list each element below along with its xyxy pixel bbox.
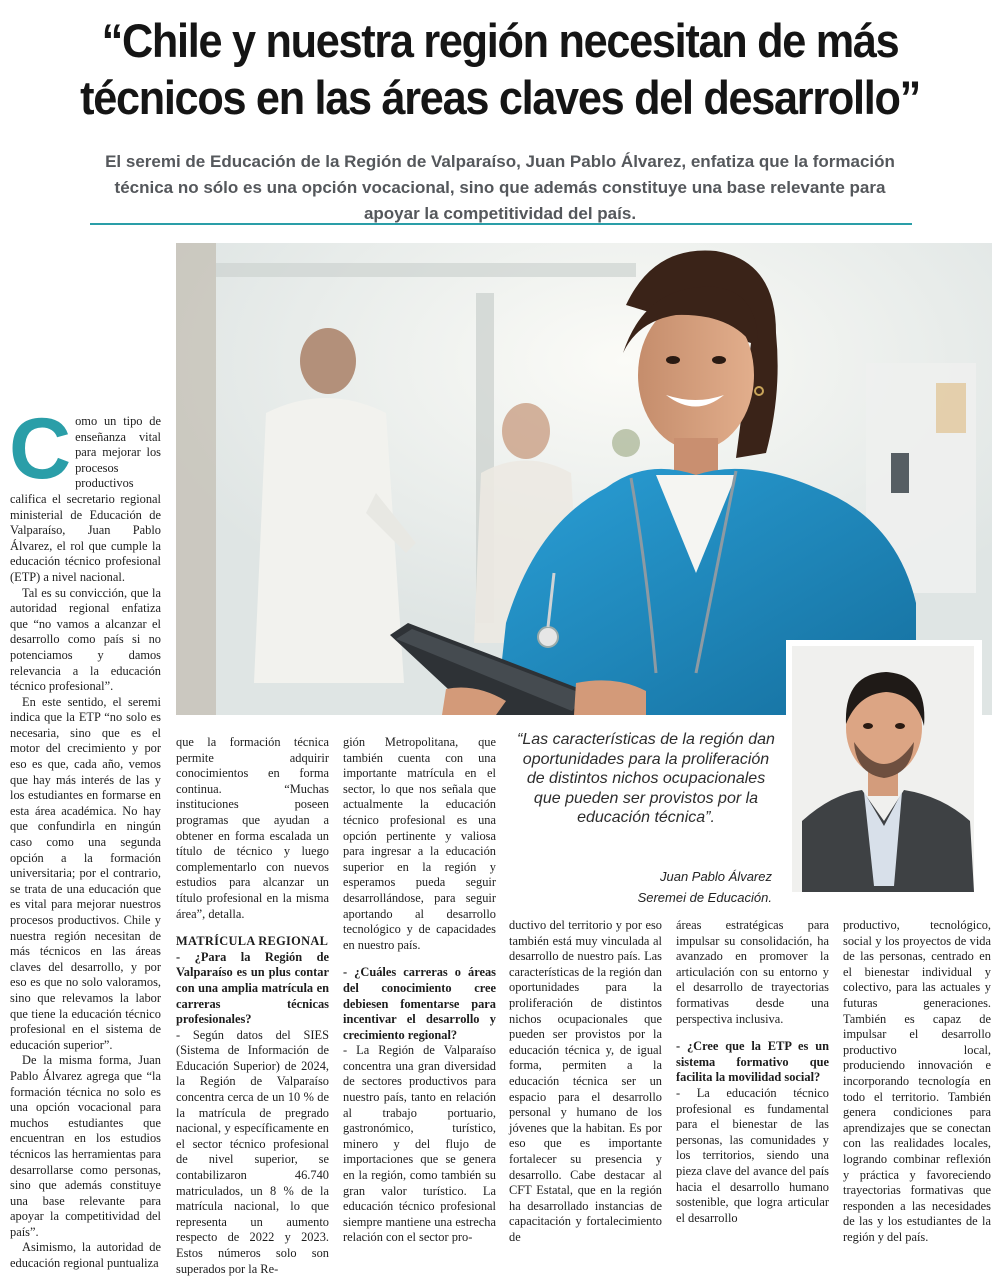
article-column-5 [676, 918, 829, 1226]
interview-question: - ¿Para la Región de Valparaíso es un plus contar con una amplia matrícula en carreras técnicas profesionales? [176, 949, 329, 1027]
pull-quote: “Las características de la región dan oportunidades para la proliferación de distintos nichos ocupacionales que pueden ser provistos por la educación técnica”. [517, 731, 775, 826]
article-column-1 [9, 401, 161, 1271]
article-subheadline: El seremi de Educación de la Región de Valparaíso, Juan Pablo Álvarez, enfatiza que la formación técnica no sólo es una opción vocacional, sino que además constituye una base relevante para apoyar la competitividad del país. [105, 152, 895, 223]
lead-paragraph [9, 401, 161, 586]
article-column-2 [176, 735, 329, 1276]
drop-cap: C [9, 401, 72, 497]
interview-question: - ¿Cree que la ETP es un sistema formativo que facilita la movilidad social? [676, 1039, 829, 1085]
body-paragraph: gión Metropolitana, que también cuenta con una importante matrícula en el sector, lo que nos señala que actualmente la educación técnico profesional es una opción pertinente y valiosa para ingresar a la educación superior en la región y esperamos pueda seguir desarrollándose, para seguir aportando al desarrollo tecnológico y de capacidades en nuestro país. [343, 735, 496, 952]
divider-rule [90, 223, 912, 225]
pull-quote-role: Seremei de Educación. [637, 890, 772, 905]
body-paragraph: Tal es su convicción, que la autoridad regional enfatiza que “no vamos a alcanzar el desarrollo como país si no potenciamos y damos relevancia a la educación técnico profesional”. [10, 585, 161, 694]
body-paragraph: ductivo del territorio y por eso también está muy vinculada al desarrollo de nuestro país. Las características de la región dan oportunidades para la proliferación de distintos nichos ocupacionales que pueden ser provistos por la educación técnica y, de igual forma, permiten a la educación técnica ser un espacio para el desarrollo personal y humano de los jóvenes que la habitan. Es por eso que es importante fortalecer su presencia y desarrollo. Cabe destacar al CFT Estatal, que en la región ha desarrollado instancias de capacitación y fortalecimiento de [509, 918, 662, 1244]
article-column-3 [343, 735, 496, 1245]
body-paragraph: De la misma forma, Juan Pablo Álvarez agrega que “la formación técnica no solo es una opción vocacional para muchos estudiantes que encuentran en los estudios técnicos las herramientas para desarrollarse como personas, sino que además constituye una base relevante para apoyar la competitividad del país”. [10, 1053, 161, 1239]
interview-answer: - La educación técnico profesional es fundamental para el bienestar de las personas, las comunidades y los territorios, siendo una pieza clave del avance del país hacia el desarrollo humano sostenible, que logra articular el desarrollo [676, 1085, 829, 1225]
section-heading: MATRÍCULA REGIONAL [176, 934, 329, 949]
portrait-illustration [792, 646, 974, 892]
body-paragraph: Asimismo, la autoridad de educación regional puntualiza [10, 1240, 161, 1271]
pull-quote-name: Juan Pablo Álvarez [659, 869, 772, 884]
lead-paragraph-text: omo un tipo de enseñanza vital para mejorar los procesos productivos califica el secretario regional ministerial de Educación de Valparaíso, Juan Pablo Álvarez, el rol que cumple la educación técnico profesional (ETP) a nivel nacional. [10, 414, 161, 584]
article-column-4 [509, 918, 662, 1244]
article-headline: “Chile y nuestra región necesitan de más técnicos en las áreas claves del desarrollo” [80, 14, 920, 124]
interview-answer: - Según datos del SIES (Sistema de Información de Educación Superior) de 2024, la Región de Valparaíso concentra cerca de un 10 % de la matrícula de pregrado nacional, y específicamente en el sector técnico profesional de nivel superior, se contabilizaron 46.740 matriculados, un 8 % de la matrícula nacional, lo que representa un aumento respecto de 2022 y 2023. Estos números solo son superados por la Re- [176, 1027, 329, 1276]
body-paragraph: que la formación técnica permite adquirir conocimientos en forma continua. “Muchas instituciones poseen programas que ayudan a obtener en forma escalada un título de técnico y luego complementarlo con nuevos estudios para alcanzar un título profesional en la misma área”, detalla. [176, 735, 329, 921]
interview-question: - ¿Cuáles carreras o áreas del conocimiento cree debiesen fomentarse para incentivar el desarrollo y crecimiento regional? [343, 965, 496, 1042]
body-paragraph: productivo, tecnológico, social y los proyectos de vida de las personas, centrado en el bienestar individual y colectivo, para las actuales y futuras generaciones. También es capaz de impulsar el desarrollo productivo local, produciendo innovación e incorporando tecnología en todo el territorio. También genera condiciones para aprendizajes que se conectan con las realidades locales, logrando combinar reflexión y práctica y favoreciendo trayectorias formativas que responden a las necesidades de las y los estudiantes de la región y del país. [843, 918, 991, 1244]
interview-answer: - La Región de Valparaíso concentra una gran diversidad de sectores productivos para nuestro país, tanto en relación al trabajo portuario, gastronómico, turístico, minero y del flujo de importaciones que se genera en la región, como también su gran valor turístico. La educación técnico profesional siempre mantiene una estrecha relación con el sector pro- [343, 1043, 496, 1245]
portrait-photo [786, 640, 982, 898]
body-paragraph: En este sentido, el seremi indica que la ETP “no solo es necesaria, sino que es el motor del crecimiento y por eso es que, cada año, vemos que hay más interés de las y los estudiantes en formarse en esta área académica. No hay que confundirla en ningún caso como una segunda opción a la formación universitaria; por el contrario, se trata de una educación que es vital para mejorar nuestros procesos productivos. Chile y nuestra región necesitan de más técnicos en las áreas claves del desarrollo, y por eso es que no solo valoramos, sino que relevamos la labor que tiene la educación técnico profesional en el sistema de educación superior”. [10, 694, 161, 1052]
article-column-6 [843, 918, 991, 1244]
body-paragraph: áreas estratégicas para impulsar su consolidación, ha avanzado en promover la articulación con su entorno y el desarrollo de trayectorias formativas desde una perspectiva inclusiva. [676, 918, 829, 1026]
